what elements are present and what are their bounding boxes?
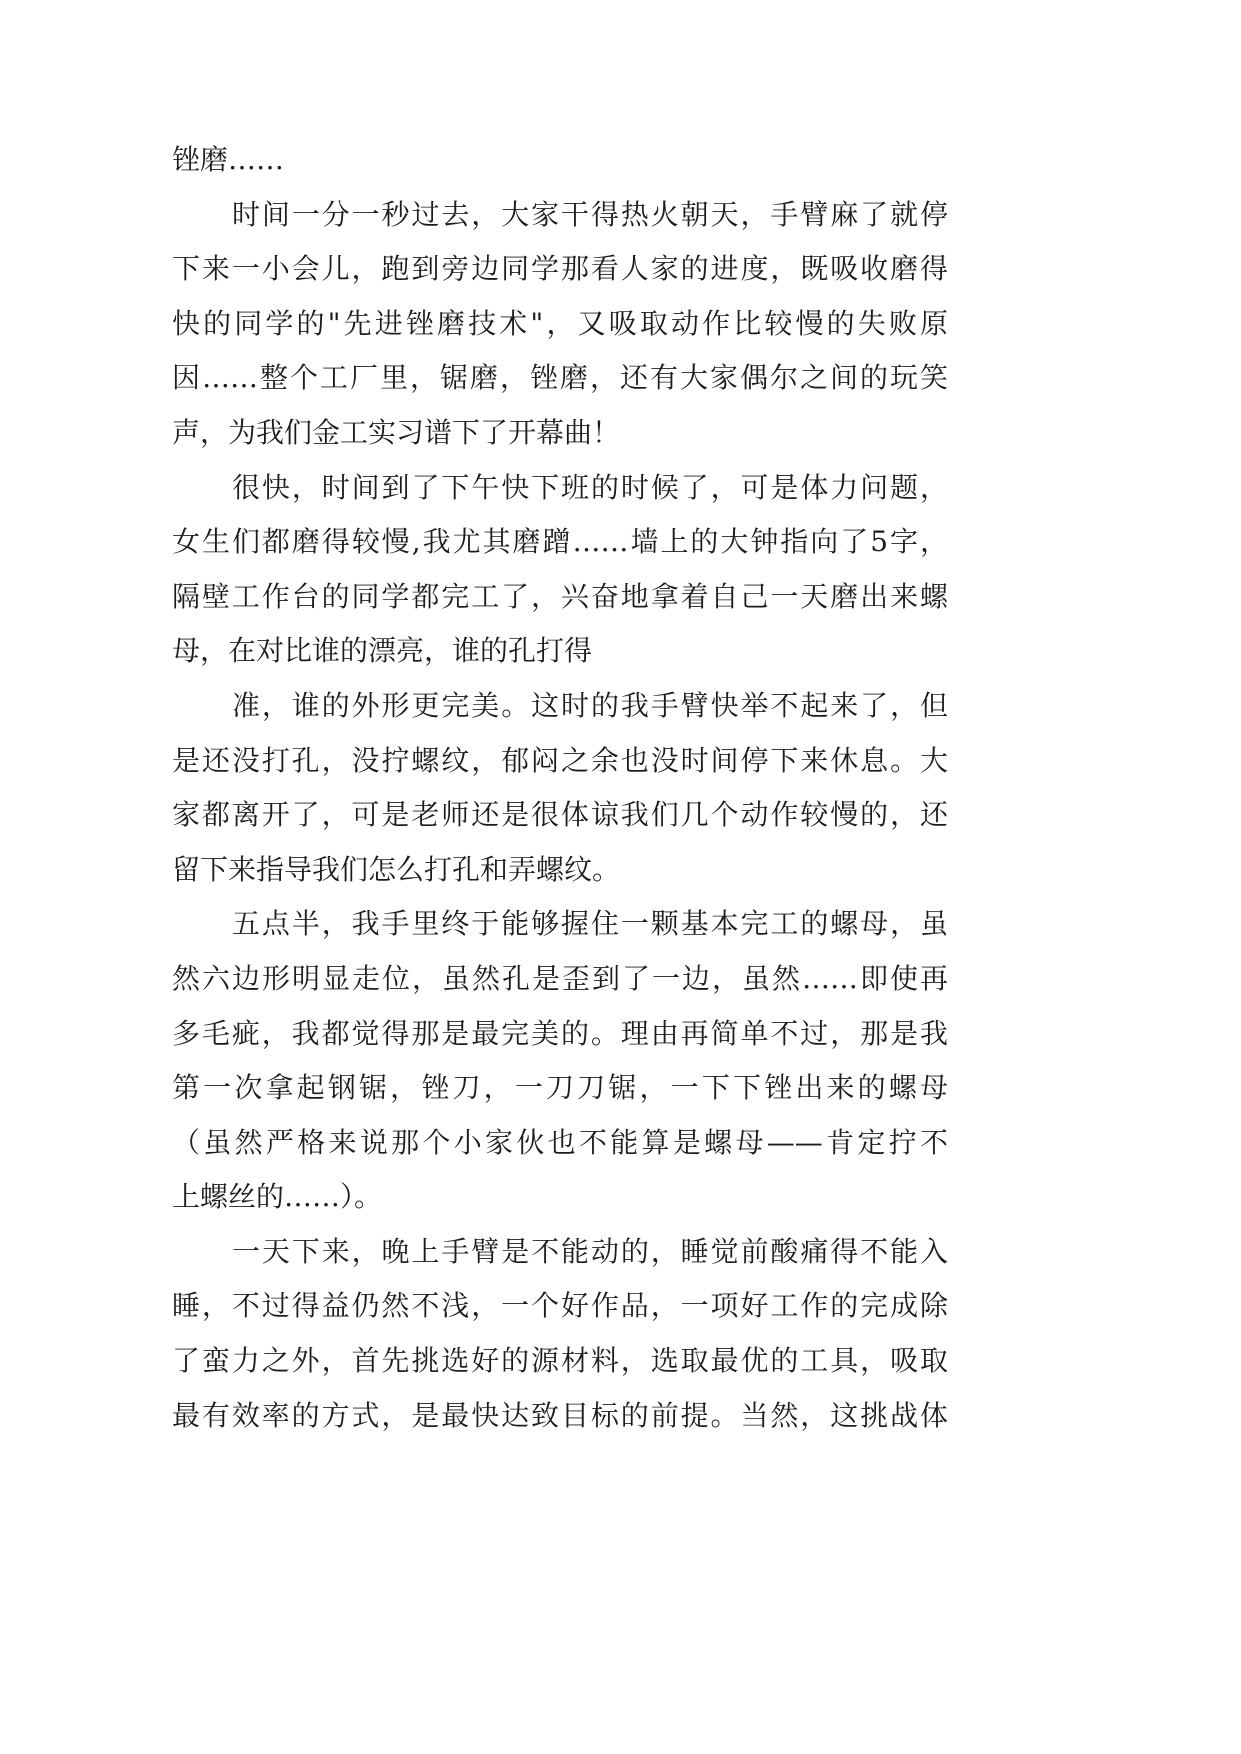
text-line: 母，在对比谁的漂亮，谁的孔打得 <box>172 634 593 668</box>
text-line: 睡，不过得益仍然不浅，一个好作品，一项好工作的完成除 <box>172 1289 948 1323</box>
text-line: 五点半，我手里终于能够握住一颗基本完工的螺母，虽 <box>232 907 948 941</box>
text-line: 声，为我们金工实习谱下了开幕曲！ <box>172 415 621 449</box>
text-line: 时间一分一秒过去，大家干得热火朝天，手臂麻了就停 <box>232 197 948 231</box>
paragraph <box>172 679 948 897</box>
text-line: 一天下来，晚上手臂是不能动的，睡觉前酸痛得不能入 <box>232 1234 948 1268</box>
paragraph <box>172 461 948 679</box>
paragraph <box>172 1225 948 1443</box>
text-line: 多毛疵，我都觉得那是最完美的。理由再简单不过，那是我 <box>172 1016 948 1050</box>
text-line: 留下来指导我们怎么打孔和弄螺纹。 <box>172 852 621 886</box>
text-line: 很快，时间到了下午快下班的时候了，可是体力问题， <box>232 470 948 504</box>
paragraph <box>172 133 948 188</box>
text-line: 快的同学的"先进锉磨技术"，又吸取动作比较慢的失败原 <box>172 306 948 340</box>
text-line: 下来一小会儿，跑到旁边同学那看人家的进度，既吸收磨得 <box>172 252 948 286</box>
body-text <box>172 133 948 1443</box>
text-line: 锉磨…… <box>172 143 285 176</box>
text-line: 了蛮力之外，首先挑选好的源材料，选取最优的工具，吸取 <box>172 1344 948 1378</box>
text-line: 家都离开了，可是老师还是很体谅我们几个动作较慢的，还 <box>172 798 948 832</box>
text-line: 第一次拿起钢锯，锉刀，一刀刀锯，一下下锉出来的螺母 <box>172 1071 948 1105</box>
text-line: （虽然严格来说那个小家伙也不能算是螺母——肯定拧不 <box>172 1125 948 1159</box>
text-line: 上螺丝的……）。 <box>172 1180 383 1214</box>
paragraph <box>172 897 948 1225</box>
text-line: 最有效率的方式，是最快达致目标的前提。当然，这挑战体 <box>172 1398 948 1432</box>
text-line: 因……整个工厂里，锯磨，锉磨，还有大家偶尔之间的玩笑 <box>172 361 948 395</box>
text-line: 准，谁的外形更完美。这时的我手臂快举不起来了，但 <box>232 688 948 722</box>
text-line: 女生们都磨得较慢,我尤其磨蹭……墙上的大钟指向了5字， <box>172 525 948 559</box>
paragraph <box>172 188 948 461</box>
text-line: 隔壁工作台的同学都完工了，兴奋地拿着自己一天磨出来螺 <box>172 579 948 613</box>
text-line: 是还没打孔，没拧螺纹，郁闷之余也没时间停下来休息。大 <box>172 743 948 777</box>
text-line: 然六边形明显走位，虽然孔是歪到了一边，虽然……即使再 <box>172 961 948 995</box>
